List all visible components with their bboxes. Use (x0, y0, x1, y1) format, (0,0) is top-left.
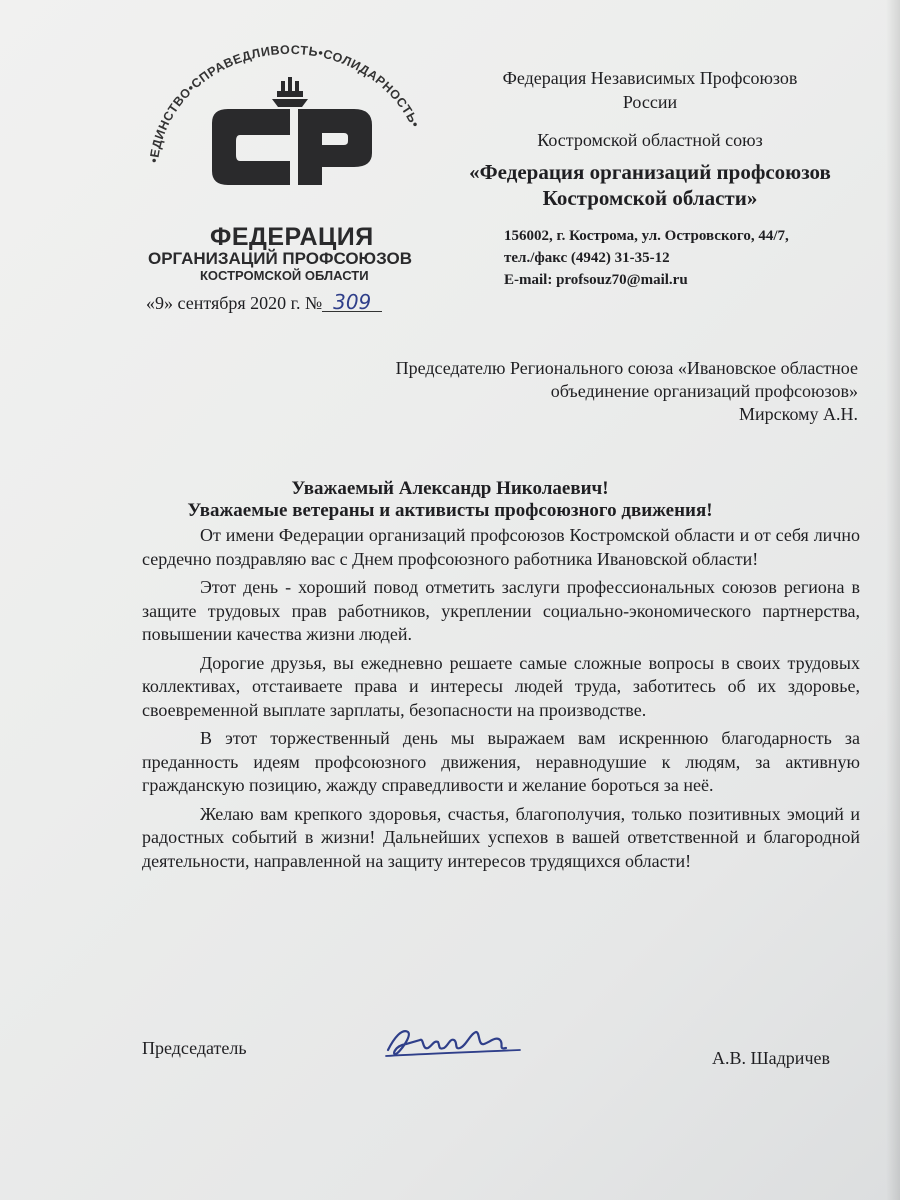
org-line1: Федерация Независимых Профсоюзов (502, 68, 798, 88)
body-paragraph-4: В этот торжественный день мы выражаем вам искреннюю благодарность за преданность идеям профсоюзного движения, неравнодушие к людям, за активную гражданскую позицию, жажду справедливости и желание бороться за неё. (142, 728, 860, 795)
org-address: 156002, г. Кострома, ул. Островского, 44/7, (504, 228, 789, 244)
logo-name-line2: ОРГАНИЗАЦИЙ ПРОФСОЮЗОВ (148, 249, 413, 268)
logo-name-line1: ФЕДЕРАЦИЯ (210, 223, 374, 251)
greeting-line2 (70, 500, 900, 522)
logo-arc-text: •ЕДИНСТВО•СПРАВЕДЛИВОСТЬ•СОЛИДАРНОСТЬ• (147, 45, 423, 164)
logo-emblem-icon (140, 45, 440, 245)
org-name-line1: «Федерация организаций профсоюзов (469, 160, 831, 184)
logo-crest-icon (272, 77, 308, 107)
date-line (146, 290, 382, 314)
greeting-line2-text: Уважаемые ветераны и активисты профсоюзного движения! (187, 500, 713, 521)
handwritten-signature-icon (380, 1010, 530, 1070)
addressee-line3: Мирскому А.Н. (738, 404, 858, 424)
greeting-line1-text: Уважаемый Александр Николаевич! (291, 478, 609, 499)
federation-logo (140, 45, 440, 283)
logo-sf-mark-icon (212, 109, 372, 185)
org-name-line2: Костромской области» (542, 186, 758, 210)
org-email: E-mail: profsouz70@mail.ru (504, 272, 688, 288)
body-paragraph-2: Этот день - хороший повод отметить заслуги профессиональных союзов региона в защите трудовых прав работников, укреплении социально-экономического партнерства, повышении качества жизни людей. (142, 577, 860, 644)
addressee-line2: объединение организаций профсоюзов» (550, 381, 858, 401)
logo-name-line3: КОСТРОМСКОЙ ОБЛАСТИ (200, 268, 369, 283)
greeting-line1 (80, 478, 900, 500)
org-phone: тел./факс (4942) 31-35-12 (504, 250, 670, 266)
org-line3: Костромской областной союз (537, 130, 763, 150)
org-line2: России (622, 92, 678, 112)
addressee-line1: Председателю Регионального союза «Ивановское областное (395, 358, 858, 378)
page-edge-shadow (886, 0, 900, 1200)
body-paragraph-1: От имени Федерации организаций профсоюзов Костромской области и от себя лично сердечно поздравляю вас с Днем профсоюзного работника Ивановской области! (142, 525, 860, 569)
body-paragraph-5: Желаю вам крепкого здоровья, счастья, благополучия, только позитивных эмоций и радостных событий в жизни! Дальнейших успехов в вашей ответственной и благородной деятельности, направленной на защиту интересов трудящихся области! (142, 803, 860, 871)
letter-body (142, 524, 860, 878)
date-text: «9» сентября 2020 г. № (146, 293, 323, 313)
document-number: 309 (322, 293, 382, 312)
body-paragraph-3: Дорогие друзья, вы ежедневно решаете самые сложные вопросы в своих трудовых коллективах, отстаиваете права и интересы людей труда, заботитесь об их здоровье, своевременной выплате зарплаты, безопасности на производстве. (142, 652, 860, 720)
signatory-title: Председатель (142, 1038, 247, 1058)
signatory-name: А.В. Шадричев (712, 1048, 830, 1068)
